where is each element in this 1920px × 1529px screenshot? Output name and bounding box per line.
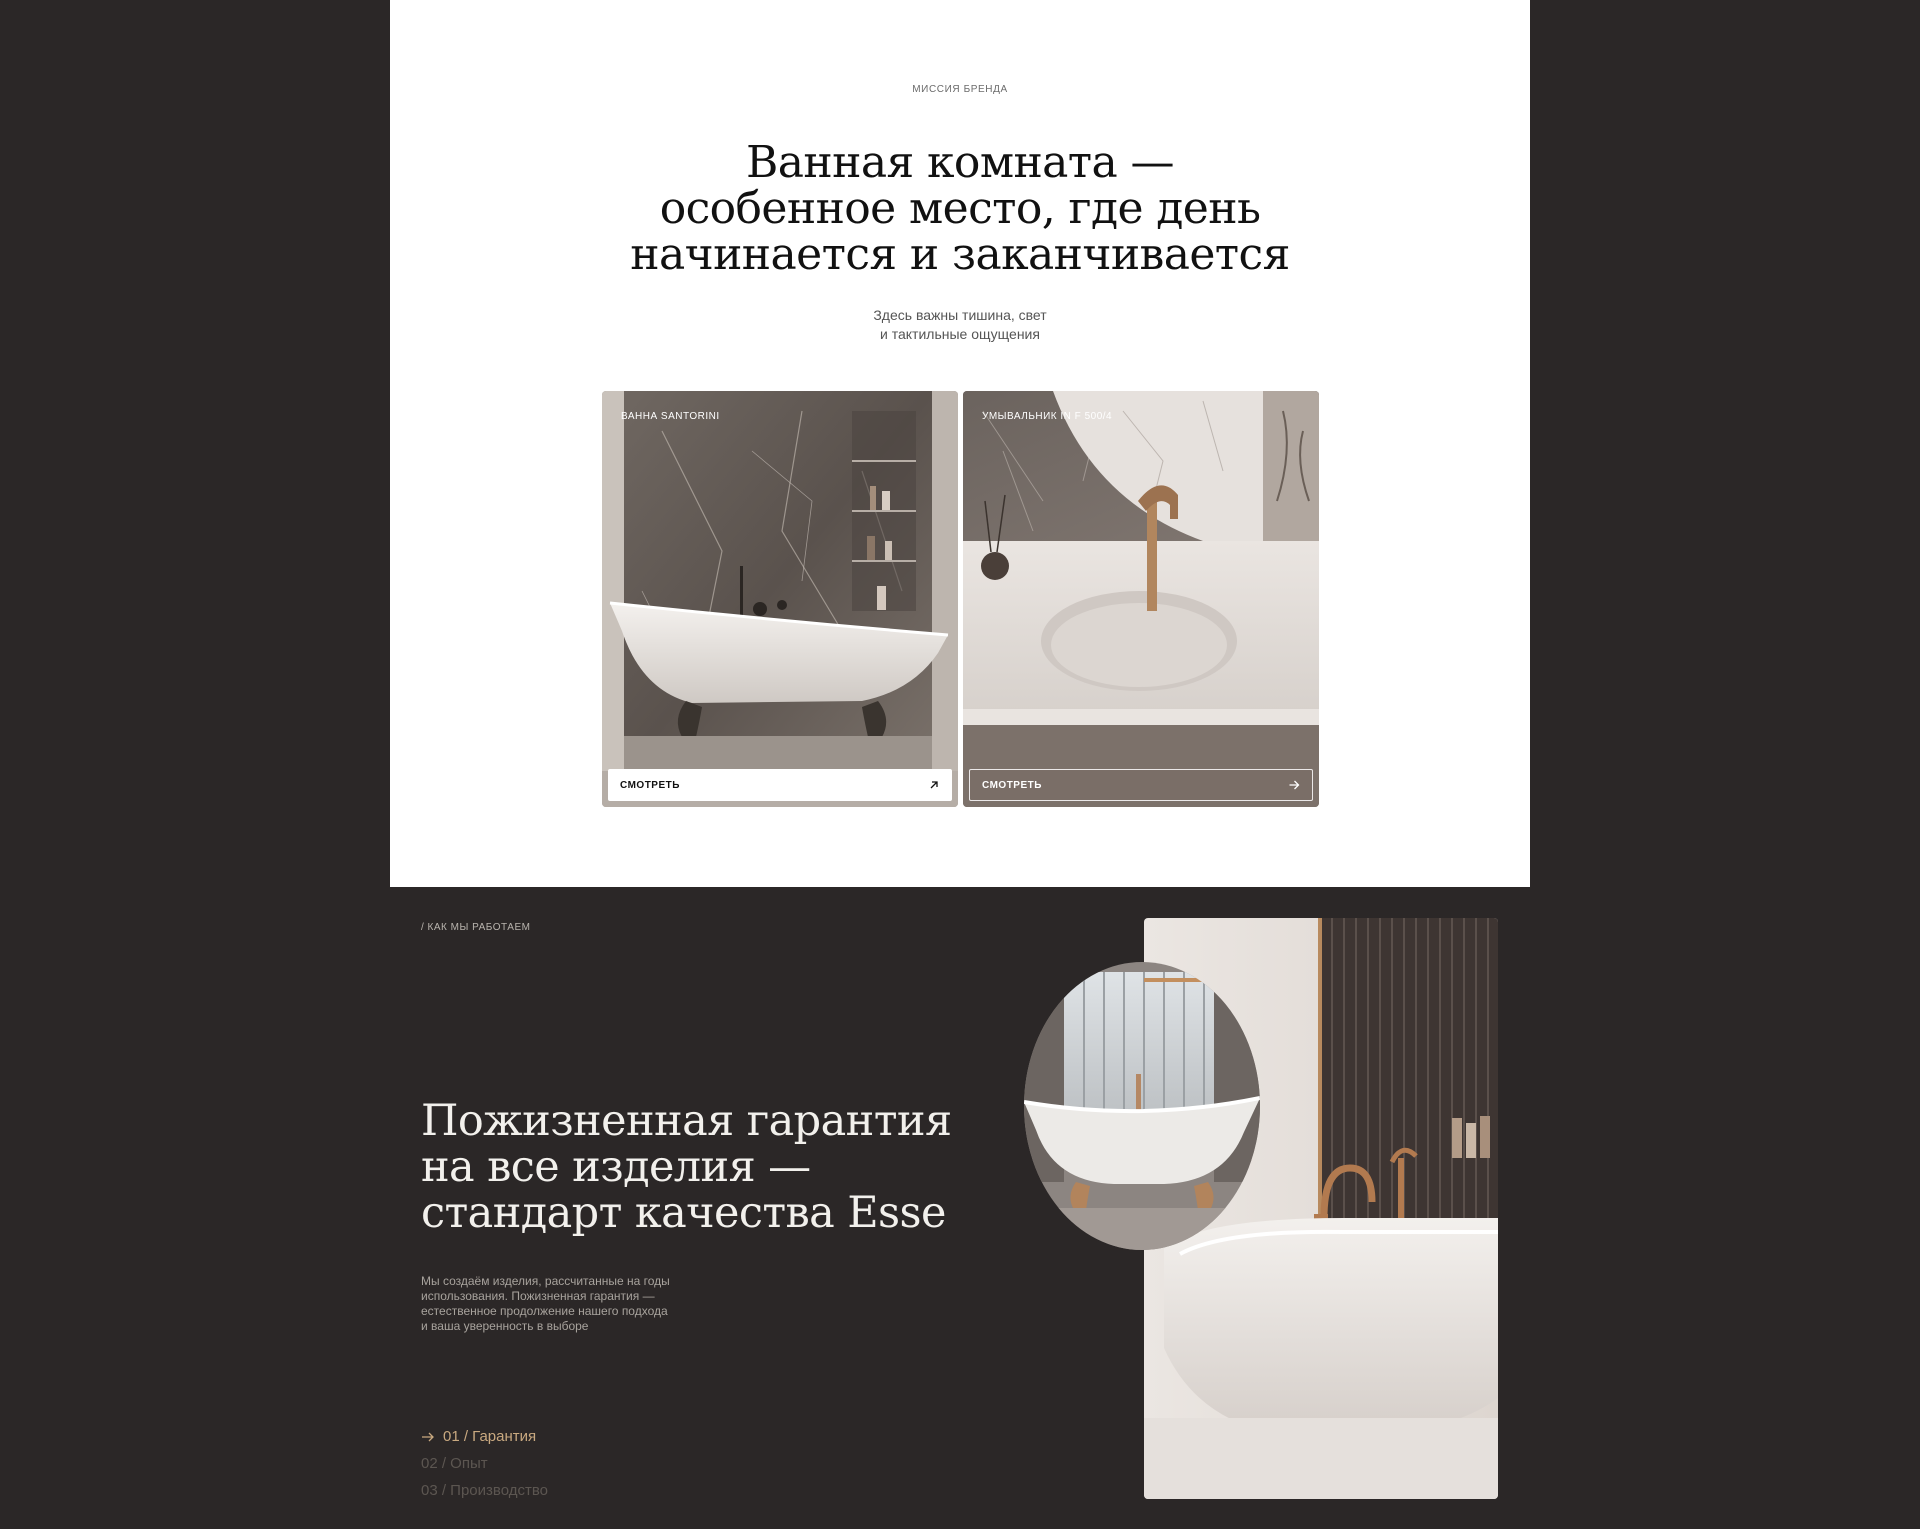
how-title-line: на все изделия — xyxy=(421,1142,811,1192)
button-label: СМОТРЕТЬ xyxy=(620,779,680,791)
arrow-right-icon xyxy=(421,1431,435,1443)
view-bath-button[interactable] xyxy=(608,769,952,801)
how-description-line: и ваша уверенность в выборе xyxy=(421,1319,589,1333)
product-card-bath[interactable] xyxy=(602,391,958,807)
how-eyebrow: / КАК МЫ РАБОТАЕМ xyxy=(421,922,531,933)
mission-eyebrow: МИССИЯ БРЕНДА xyxy=(912,84,1008,95)
mission-subtitle-line: и тактильные ощущения xyxy=(880,326,1040,342)
mission-title-line: особенное место, где день xyxy=(659,183,1261,234)
mission-section xyxy=(390,0,1530,887)
step-label: 02 / Опыт xyxy=(421,1455,488,1472)
mission-title-line: начинается и заканчивается xyxy=(630,229,1290,280)
product-card-washbasin[interactable] xyxy=(963,391,1319,807)
how-description-line: естественное продолжение нашего подхода xyxy=(421,1304,668,1318)
step-warranty[interactable] xyxy=(421,1423,548,1450)
arrow-right-icon xyxy=(1288,779,1300,791)
mission-subtitle-line: Здесь важны тишина, свет xyxy=(873,307,1047,323)
washbasin-photo xyxy=(963,391,1319,807)
view-washbasin-button[interactable] xyxy=(969,769,1313,801)
arrow-up-right-icon xyxy=(928,779,940,791)
button-label: СМОТРЕТЬ xyxy=(982,779,1042,791)
mission-title-line: Ванная комната — xyxy=(746,137,1174,188)
mission-subtitle xyxy=(390,306,1530,344)
step-experience[interactable] xyxy=(421,1450,548,1477)
steps-nav xyxy=(421,1423,548,1504)
how-title xyxy=(421,1098,951,1236)
step-production[interactable] xyxy=(421,1477,548,1504)
how-description xyxy=(421,1274,711,1334)
bath-photo xyxy=(602,391,958,807)
mission-title xyxy=(390,137,1530,280)
how-description-line: использования. Пожизненная гарантия — xyxy=(421,1289,655,1303)
clawfoot-tub-photo xyxy=(1024,962,1260,1250)
card-label: ВАННА SANTORINI xyxy=(621,411,720,422)
how-title-line: Пожизненная гарантия xyxy=(421,1096,952,1146)
how-description-line: Мы создаём изделия, рассчитанные на годы xyxy=(421,1274,670,1288)
step-label: 01 / Гарантия xyxy=(443,1428,537,1445)
card-label: УМЫВАЛЬНИК IN F 500/4 xyxy=(982,411,1113,422)
step-label: 03 / Производство xyxy=(421,1482,548,1499)
how-title-line: стандарт качества Esse xyxy=(421,1188,946,1238)
